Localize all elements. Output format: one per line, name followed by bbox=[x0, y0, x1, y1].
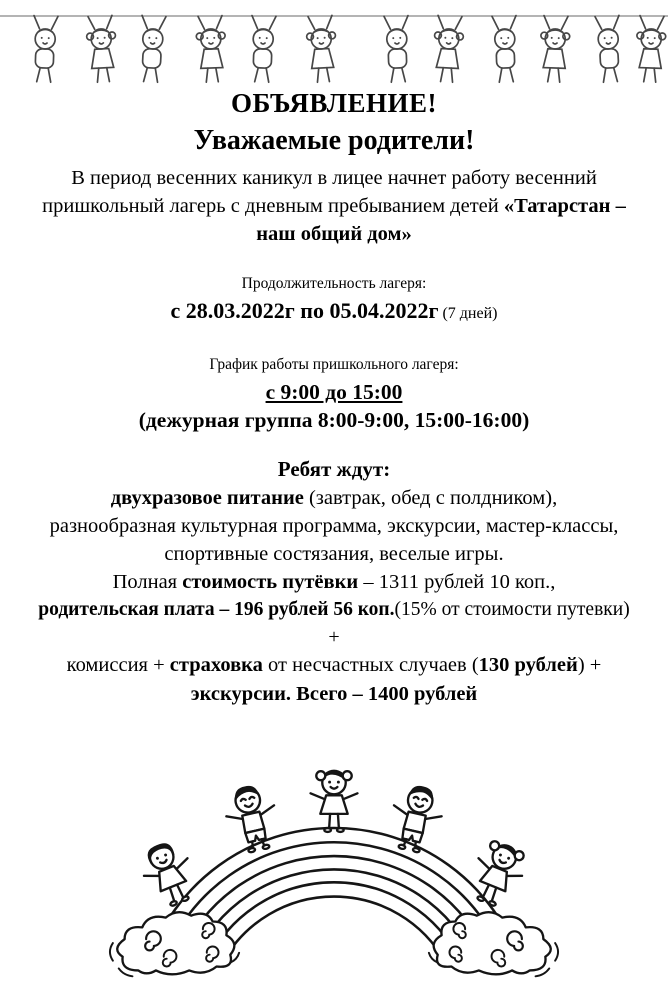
parent-fee-line bbox=[0, 597, 668, 624]
activities-section bbox=[0, 455, 668, 708]
total-line: экскурсии. Всего – 1400 рублей bbox=[190, 682, 478, 705]
full-cost-pre: Полная bbox=[112, 571, 183, 594]
parent-fee-note: (15% от стоимости путевки) bbox=[394, 598, 630, 620]
intro-text: В период весенних каникул в лицее начнет работу весенний пришкольный лагерь с дневным пребыванием детей bbox=[42, 167, 597, 217]
schedule-section bbox=[0, 356, 668, 433]
duration-section bbox=[0, 275, 668, 324]
intro-paragraph bbox=[0, 165, 668, 249]
activities-line3: спортивные состязания, веселые игры. bbox=[164, 543, 504, 566]
activities-heading: Ребят ждут: bbox=[277, 456, 391, 481]
meals-rest: (завтрак, обед с полдником), bbox=[303, 486, 558, 509]
children-on-rainbow-icon bbox=[106, 718, 562, 990]
full-cost-line bbox=[0, 568, 668, 596]
duration-dates bbox=[0, 298, 668, 324]
full-cost-bold: стоимость путёвки bbox=[182, 571, 359, 594]
camp-name: «Татарстан – наш общий дом» bbox=[256, 194, 626, 245]
extras-mid: от несчастных случаев ( bbox=[262, 654, 479, 677]
plus-line: + bbox=[328, 625, 340, 648]
parent-fee-bold: родительская плата – 196 рублей 56 коп. bbox=[38, 598, 395, 620]
activities-meals-line bbox=[0, 484, 668, 512]
extras-end: ) + bbox=[577, 654, 602, 677]
activities-line2: разнообразная культурная программа, экскурсии, мастер-классы, bbox=[49, 514, 619, 537]
dates-value: с 28.03.2022г по 05.04.2022г bbox=[170, 297, 439, 323]
full-cost-rest: – 1311 рублей 10 коп., bbox=[358, 571, 556, 594]
hanging-children-border-icon bbox=[0, 0, 668, 86]
working-hours bbox=[0, 380, 668, 405]
footer-illustration-wrap bbox=[0, 718, 668, 995]
extras-line bbox=[0, 651, 668, 679]
duty-group-line: (дежурная группа 8:00-9:00, 15:00-16:00) bbox=[138, 407, 530, 432]
page-title: ОБЪЯВЛЕНИЕ! bbox=[231, 88, 437, 118]
extras-bold: страховка bbox=[169, 654, 263, 677]
schedule-label: График работы пришкольного лагеря: bbox=[209, 355, 459, 373]
hours-value: с 9:00 до 15:00 bbox=[265, 379, 403, 404]
meals-bold: двухразовое питание bbox=[110, 486, 304, 509]
greeting-heading: Уважаемые родители! bbox=[193, 125, 475, 156]
duration-label: Продолжительность лагеря: bbox=[241, 274, 427, 292]
extras-pre: комиссия + bbox=[66, 654, 170, 677]
days-note: (7 дней) bbox=[438, 304, 498, 322]
extras-amount-bold: 130 рублей bbox=[478, 654, 578, 677]
